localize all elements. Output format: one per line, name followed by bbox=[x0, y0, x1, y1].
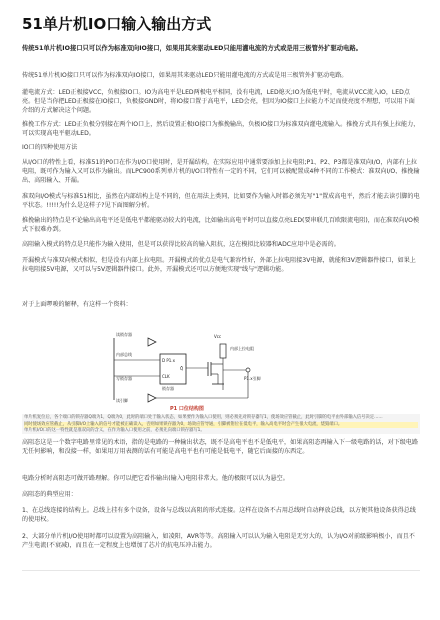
figure-note-strip bbox=[22, 414, 420, 434]
paragraph-use-mcu-input: 2、大部分单片机I/O使用时都可以设置为高阻输入，如凌阳，AVR等等。高阻输入可以认为输入电阻是无穷大的，认为I/O对前级影响极小，而且不产生电流(不衰减)，而且在一定程度上也增加了芯片的抗电压冲击能力。 bbox=[22, 533, 415, 549]
diagram-label-write: 写锁存器 bbox=[116, 376, 132, 381]
diagram-label-qbar: Q̄ bbox=[180, 366, 184, 371]
diagram-label-clk: CLK bbox=[162, 374, 170, 379]
diagram-label-latch: 锁存器 bbox=[162, 386, 174, 391]
diagram-caption: P1 口位结构图 bbox=[170, 406, 204, 412]
paragraph-push-pull-output: 推挽输出的特点是不论输出高电平还是低电平都能驱动较大的电流，比如输出高电平时可以直接点亮LED(要串联几百欧限流电阻)，而在准双向I/O模式下很难办到。 bbox=[22, 217, 420, 233]
figure-note-line-3: 单片机I/O口的这一特性就是准双向的含义，在作为输入口使用之前，必须先向端口锁存器写1。 bbox=[24, 428, 205, 433]
paragraph-io-characteristics: 从I/O口的特性上看，标准51的P0口在作为I/O口使用时，是开漏结构，在实际应用中通常要添加上拉电阻;P1、P2、P3都是准双向I/O，内部有上拉电阻，既可作为输入又可以作为输出。而LPC900系列单片机的I/O口特性有一定的不同，它们可以被配置成4种不同的工作模式：准双向I/O、推挽输出、高阻输入、开漏。 bbox=[22, 159, 420, 184]
paragraph-open-circuit-analysis: 电路分析时高阻态可做开路理解。你可以把它看作输出(输入)电阻非常大。他的极限可以认为悬空。 bbox=[22, 475, 289, 482]
paragraph-use-bus: 1、在总线连接的结构上。总线上挂有多个设备，设备与总线以高阻的形式连接。这样在设备不占用总线时自动释放总线，以方便其他设备获得总线的使用权。 bbox=[22, 507, 416, 523]
paragraph-high-impedance-definition: 高阻态这是一个数字电路里常见的术语，指的是电路的一种输出状态，既不是高电平也不是低电平，如果高阻态再输入下一级电路的话，对下级电路无任何影响，和没接一样，如果用万用表测的话有可能是高电平也有可能是低电平，随它后面接的东西定。 bbox=[22, 439, 419, 455]
diagram-label-pin: P1.x引脚 bbox=[244, 376, 261, 381]
paragraph-typical-uses-heading: 高阻态的典型应用： bbox=[22, 491, 77, 498]
figure-note-line-1: 单片机复位后，各个端口的锁存器Q端为1，Q̄端为0，此时的端口处于输入状态，如果要作为输入口使用，则必须先对锁存器写1，使场效应管截止，此时引脚的电平由外部输入信号决定…… bbox=[24, 415, 383, 420]
diagram-label-read-pin: 读引脚 bbox=[116, 398, 128, 403]
paragraph-heading-four-modes: IO口的四种使用方法 bbox=[22, 144, 78, 151]
diagram-label-vcc: Vcc bbox=[214, 334, 222, 339]
paragraph-intro: 传统51单片机IO接口只可以作为标准双向IO接口，如果用其来驱动LED只能用灌电流的方式或是用三极管外扩驱动电路。 bbox=[22, 72, 348, 79]
paragraph-intro-bold: 传统51单片机IO接口只可以作为标准双向IO接口，如果用其来驱动LED只能用灌电流的方式或是用三极管外扩驱动电路。 bbox=[22, 45, 362, 52]
paragraph-push-pull: 推挽工作方式：LED正负极分别接在两个IO口上，然后设置正极IO接口为推挽输出，负极IO接口为标准双向灌电流输入。推挽方式具有强上拉能力，可以实现高电平驱动LED。 bbox=[22, 121, 420, 137]
diagram-label-pullup: 内部上拉电阻 bbox=[230, 346, 254, 351]
figure-note-line-2: 同时使场效应管截止，从引脚I/O上输入的信号才能被正确读入，否则如果锁存器为0，场效应管导通，引脚被钳位在低电平，输入高电平时会产生很大电流，烧毁端口。 bbox=[24, 422, 418, 429]
paragraph-sink-current: 灌电流方式：LED正极接VCC，负极接IO口。IO为高电平是LED两极电平相同，没有电流，LED熄灭;IO为低电平时，电流从VCC流入IO，LED点亮。但是当你把LED正极接在IO接口，负极接GND时，将IO接口置于高电平，LED会亮，但因为IO接口上拉能力不足而使亮度不理想，可以用下面介绍的方式解决这个问题。 bbox=[22, 89, 415, 114]
paragraph-quasi-bidirectional: 准双向I/O模式与标准51相比，虽然在内部结构上是不同的，但在用法上类同，比如要作为输入时都必须先写"1"置成高电平，然后才能去读引脚的电平状态。!!!!!为什么是这样子?见下面图解分析。 bbox=[22, 193, 420, 209]
divider bbox=[22, 570, 420, 571]
page-title: 51单片机IO口输入输出方式 bbox=[22, 15, 212, 33]
paragraph-reference-note: 对于上面啰唆的解释，有这样一个资料： bbox=[22, 301, 132, 308]
paragraph-open-drain: 开漏模式与准双向模式相似，但是没有内部上拉电阻。开漏模式的优点是电气兼容性好，外部上拉电阻接3V电源，就能和3V逻辑器件接口，如果上拉电阻接5V电源，又可以与5V逻辑器件接口。此外，开漏模式还可以方便地实现"线与"逻辑功能。 bbox=[22, 257, 416, 273]
p1-port-bit-structure-diagram bbox=[108, 330, 276, 412]
diagram-label-read-latch: 读锁存器 bbox=[116, 332, 132, 337]
diagram-label-bus: 内部总线 bbox=[116, 352, 132, 357]
paragraph-high-impedance-input: 高阻输入模式的特点是只能作为输入使用，但是可以获得比较高的输入阻抗，这在模拟比较器和ADC应用中是必需的。 bbox=[22, 241, 340, 248]
diagram-label-dpin: D P1.x bbox=[162, 358, 175, 363]
